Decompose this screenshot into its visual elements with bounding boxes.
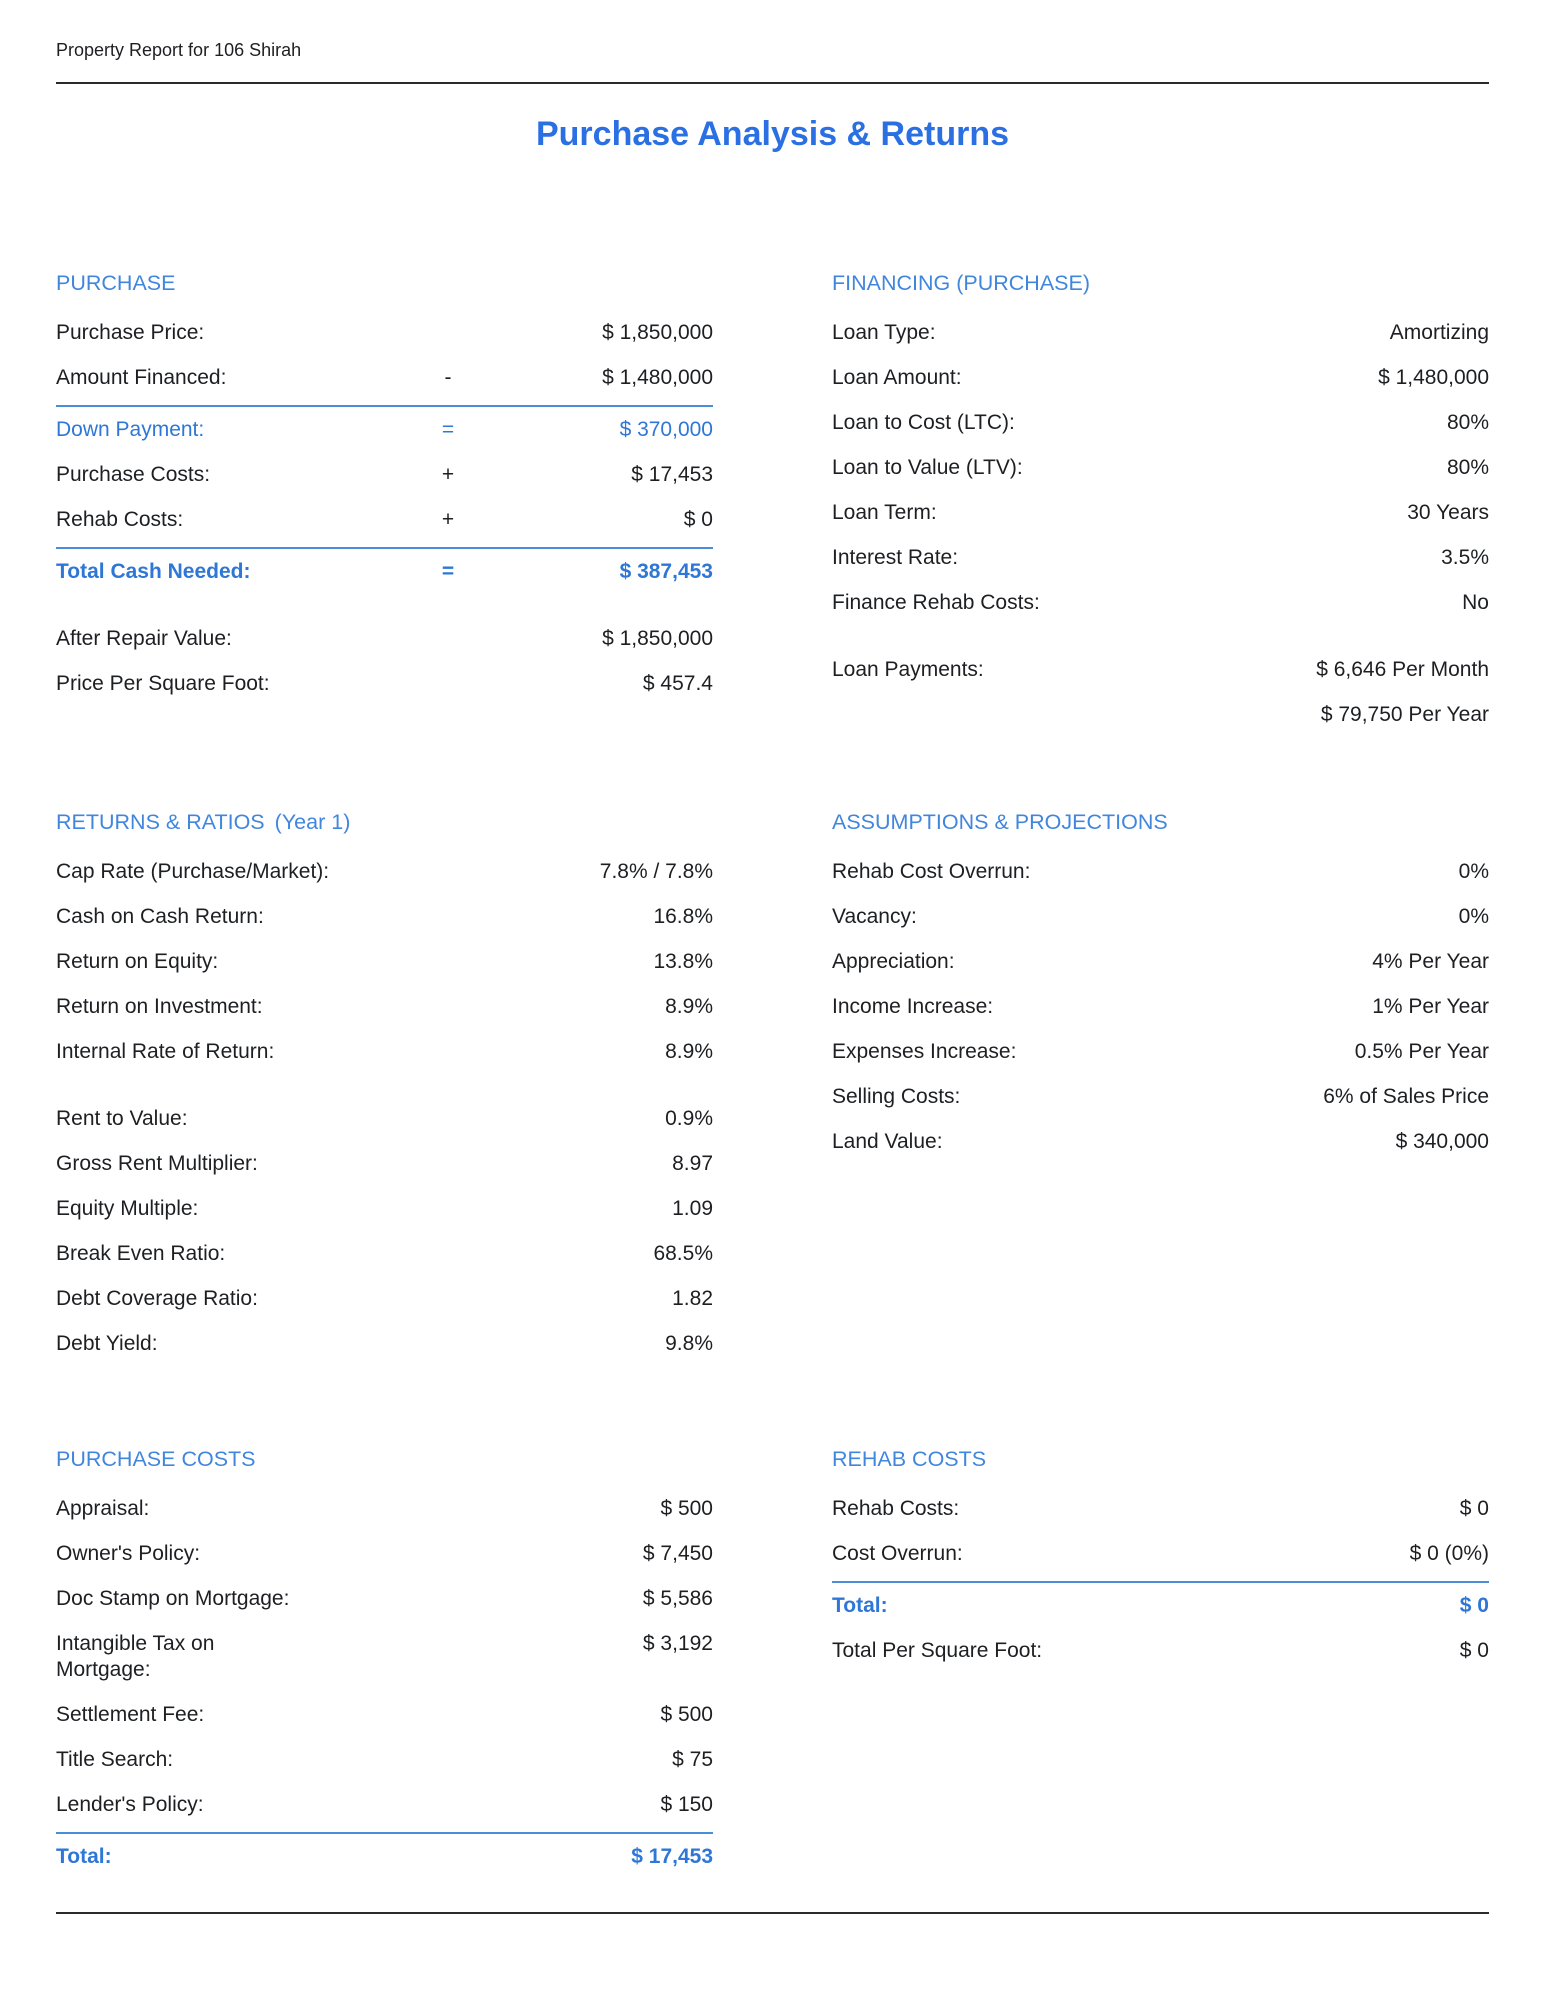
- row-value: 80%: [1446, 455, 1489, 479]
- row-label: Rent to Value:: [56, 1106, 188, 1130]
- row-label: Price Per Square Foot:: [56, 671, 270, 695]
- row-value: 8.9%: [665, 994, 713, 1018]
- rehab-costs-section: [832, 1446, 1489, 1673]
- row-label: Finance Rehab Costs:: [832, 590, 1040, 614]
- row-value: $ 17,453: [631, 462, 713, 486]
- row-label: Appraisal:: [56, 1496, 150, 1520]
- row-label: Appreciation:: [832, 949, 955, 973]
- row-label: Land Value:: [832, 1129, 943, 1153]
- row-value: 0%: [1458, 859, 1489, 883]
- row-label: Break Even Ratio:: [56, 1241, 226, 1265]
- row-label: Internal Rate of Return:: [56, 1039, 275, 1063]
- row-label: Return on Investment:: [56, 994, 263, 1018]
- table-row: [56, 1782, 713, 1827]
- row-label: Rehab Costs:: [56, 507, 184, 531]
- table-row: [56, 1486, 713, 1531]
- row-label: Total Cash Needed:: [56, 559, 251, 583]
- row-label: Amount Financed:: [56, 365, 227, 389]
- row-value: $ 340,000: [1395, 1129, 1489, 1153]
- table-row: [56, 616, 713, 661]
- row-label: Cash on Cash Return:: [56, 904, 264, 928]
- row-label: Debt Yield:: [56, 1331, 158, 1355]
- row-value: $ 0: [683, 507, 713, 531]
- row-value: $ 370,000: [619, 417, 713, 441]
- row-label: Selling Costs:: [832, 1084, 961, 1108]
- row-value: No: [1462, 590, 1489, 614]
- row-label: Vacancy:: [832, 904, 917, 928]
- row-label: Down Payment:: [56, 417, 205, 441]
- table-row: [56, 1692, 713, 1737]
- table-row: [832, 580, 1489, 625]
- row-value: 8.97: [672, 1151, 713, 1175]
- table-row: [56, 1141, 713, 1186]
- table-row: [56, 849, 713, 894]
- row-value: $ 17,453: [631, 1844, 713, 1868]
- table-row: [56, 894, 713, 939]
- row-label: Total:: [832, 1593, 888, 1617]
- table-row: [832, 1119, 1489, 1164]
- content-columns: [56, 270, 1489, 1879]
- heading-text: RETURNS & RATIOS: [56, 810, 265, 834]
- row-label: Expenses Increase:: [832, 1039, 1017, 1063]
- table-row-purchase-costs-total: [56, 1832, 713, 1879]
- row-value: 13.8%: [653, 949, 713, 973]
- row-value-secondary: $ 79,750 Per Year: [1320, 702, 1489, 726]
- row-value: Amortizing: [1389, 320, 1489, 344]
- table-row: [832, 310, 1489, 355]
- row-label: Interest Rate:: [832, 545, 959, 569]
- table-row: [56, 1096, 713, 1141]
- table-row: [56, 310, 713, 355]
- row-value: $ 150: [660, 1792, 713, 1816]
- page-title: Purchase Analysis & Returns: [535, 115, 1010, 153]
- table-row-down-payment: [56, 405, 713, 452]
- table-row-total-cash-needed: [56, 547, 713, 594]
- table-row: [56, 1029, 713, 1074]
- row-value: 3.5%: [1441, 545, 1489, 569]
- row-operator: =: [441, 559, 455, 583]
- purchase-costs-heading: PURCHASE COSTS: [56, 1447, 256, 1471]
- row-operator: -: [444, 365, 452, 389]
- row-operator: =: [441, 417, 455, 441]
- row-label: Loan Term:: [832, 500, 937, 524]
- row-value: 7.8% / 7.8%: [599, 859, 713, 883]
- row-operator: +: [441, 462, 455, 486]
- row-label: Income Increase:: [832, 994, 994, 1018]
- row-label: Loan Amount:: [832, 365, 962, 389]
- table-row: [832, 984, 1489, 1029]
- row-value: $ 75: [672, 1747, 713, 1771]
- row-label: Title Search:: [56, 1747, 174, 1771]
- row-value: $ 3,192: [642, 1631, 713, 1655]
- heading-suffix: (Year 1): [274, 810, 351, 834]
- purchase-heading: PURCHASE: [56, 271, 176, 295]
- purchase-section: [56, 270, 713, 706]
- row-label: Doc Stamp on Mortgage:: [56, 1586, 290, 1610]
- table-row: [56, 1231, 713, 1276]
- table-row-rehab-costs-total: [832, 1581, 1489, 1628]
- row-label: Return on Equity:: [56, 949, 219, 973]
- row-label: Debt Coverage Ratio:: [56, 1286, 258, 1310]
- table-row-loan-payments: [832, 647, 1489, 737]
- financing-heading: FINANCING (PURCHASE): [832, 271, 1091, 295]
- row-label: Purchase Price:: [56, 320, 205, 344]
- table-row: [56, 939, 713, 984]
- row-value: 1.82: [672, 1286, 713, 1310]
- table-row: [832, 894, 1489, 939]
- row-label: After Repair Value:: [56, 626, 232, 650]
- table-row: [56, 1737, 713, 1782]
- row-label: Rehab Cost Overrun:: [832, 859, 1031, 883]
- row-label: Equity Multiple:: [56, 1196, 199, 1220]
- row-label: Loan to Cost (LTC):: [832, 410, 1015, 434]
- row-label: Loan Type:: [832, 320, 936, 344]
- table-row: [56, 1186, 713, 1231]
- table-row: [56, 1576, 713, 1621]
- row-label: Lender's Policy:: [56, 1792, 204, 1816]
- assumptions-heading: ASSUMPTIONS & PROJECTIONS: [832, 810, 1168, 834]
- row-label: Cap Rate (Purchase/Market):: [56, 859, 330, 883]
- table-row: [832, 355, 1489, 400]
- row-value: $ 0: [1459, 1638, 1489, 1662]
- row-value: $ 500: [660, 1496, 713, 1520]
- row-value: $ 1,480,000: [602, 365, 713, 389]
- table-row: [56, 1531, 713, 1576]
- footer-divider: [56, 1912, 1489, 1914]
- financing-section: [832, 270, 1489, 737]
- row-value: 8.9%: [665, 1039, 713, 1063]
- row-label: Settlement Fee:: [56, 1702, 205, 1726]
- table-row-intangible-tax: [56, 1621, 713, 1692]
- row-label: Cost Overrun:: [832, 1541, 963, 1565]
- table-row: [56, 984, 713, 1029]
- row-label: Rehab Costs:: [832, 1496, 960, 1520]
- row-value: 6% of Sales Price: [1323, 1084, 1489, 1108]
- table-row: [832, 1628, 1489, 1673]
- table-row: [56, 497, 713, 542]
- purchase-costs-section: [56, 1446, 713, 1879]
- table-row: [832, 849, 1489, 894]
- table-row: [832, 1029, 1489, 1074]
- table-row: [832, 445, 1489, 490]
- row-value: $ 500: [660, 1702, 713, 1726]
- row-label: Loan to Value (LTV):: [832, 455, 1023, 479]
- row-value: 68.5%: [653, 1241, 713, 1265]
- row-value-stack: [1316, 657, 1489, 728]
- header-divider: [56, 82, 1489, 84]
- table-row: [56, 1276, 713, 1321]
- row-value: 9.8%: [665, 1331, 713, 1355]
- row-value: $ 0 (0%): [1409, 1541, 1489, 1565]
- table-row: [832, 490, 1489, 535]
- row-value: $ 5,586: [642, 1586, 713, 1610]
- row-value: 30 Years: [1407, 500, 1489, 524]
- rehab-costs-heading: REHAB COSTS: [832, 1447, 987, 1471]
- table-row: [56, 452, 713, 497]
- assumptions-section: [832, 809, 1489, 1164]
- table-row: [832, 400, 1489, 445]
- table-row: [832, 535, 1489, 580]
- table-row: [832, 1486, 1489, 1531]
- row-value: $ 6,646 Per Month: [1316, 657, 1489, 681]
- row-value: $ 1,480,000: [1378, 365, 1489, 389]
- row-value: $ 457.4: [642, 671, 713, 695]
- row-value: 16.8%: [653, 904, 713, 928]
- row-value: 1.09: [672, 1196, 713, 1220]
- row-value: 1% Per Year: [1372, 994, 1489, 1018]
- row-label: Gross Rent Multiplier:: [56, 1151, 258, 1175]
- row-value: 0.9%: [665, 1106, 713, 1130]
- table-row: [832, 1074, 1489, 1119]
- row-value: $ 1,850,000: [602, 626, 713, 650]
- row-value: $ 0: [1459, 1496, 1489, 1520]
- row-label: Owner's Policy:: [56, 1541, 201, 1565]
- report-header-title: Property Report for 106 Shirah: [56, 40, 302, 60]
- table-row: [56, 355, 713, 400]
- row-label: Purchase Costs:: [56, 462, 211, 486]
- table-row: [832, 1531, 1489, 1576]
- row-label: Loan Payments:: [832, 657, 984, 681]
- row-value: 4% Per Year: [1372, 949, 1489, 973]
- row-value: 0.5% Per Year: [1354, 1039, 1489, 1063]
- table-row: [832, 939, 1489, 984]
- row-label: Total Per Square Foot:: [832, 1638, 1043, 1662]
- row-label: Intangible Tax on Mortgage:: [56, 1631, 215, 1681]
- row-value: $ 1,850,000: [602, 320, 713, 344]
- row-value: 80%: [1446, 410, 1489, 434]
- table-row: [56, 1321, 713, 1366]
- row-value: $ 7,450: [642, 1541, 713, 1565]
- row-value: $ 0: [1459, 1593, 1489, 1617]
- table-row: [56, 661, 713, 706]
- row-value: $ 387,453: [619, 559, 713, 583]
- returns-ratios-section: [56, 809, 713, 1366]
- row-label: Total:: [56, 1844, 112, 1868]
- returns-ratios-heading: [56, 809, 713, 835]
- row-value: 0%: [1458, 904, 1489, 928]
- row-operator: +: [441, 507, 455, 531]
